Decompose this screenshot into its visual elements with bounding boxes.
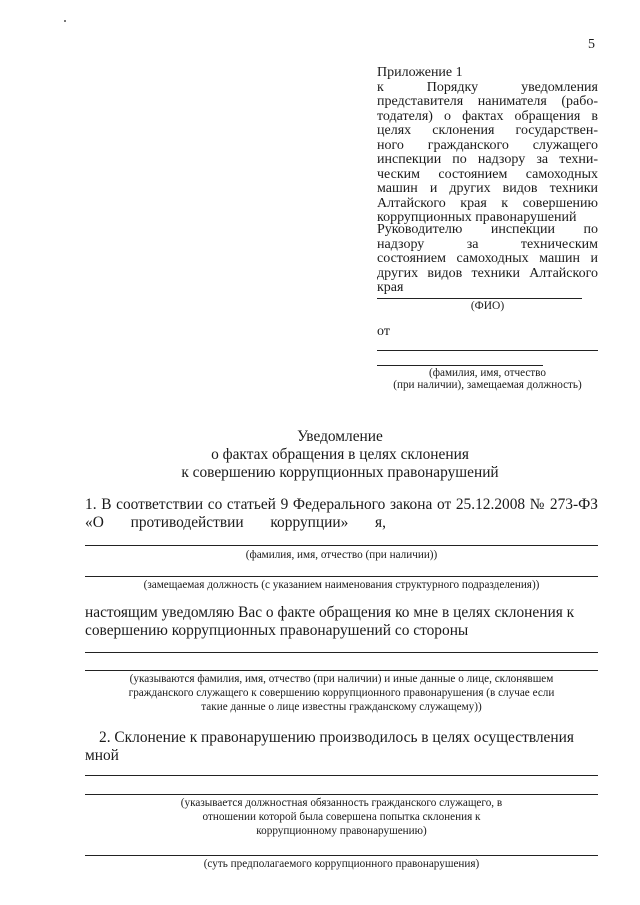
addressee-line: надзору за техническим (377, 236, 598, 252)
section1-line1: 1. В соответствии со статьей 9 Федерального закона от 25.12.2008 № 273-ФЗ (85, 496, 598, 513)
addressee-line: Руководителю инспекции по (377, 222, 598, 237)
notification-line: настоящим уведомляю Вас о факте обращения ко мне в целях склонения к (85, 604, 575, 621)
addressee-line: состоянием самоходных машин и (377, 251, 598, 266)
from-caption-1: (фамилия, имя, отчество (429, 367, 546, 379)
essence-line (85, 855, 598, 856)
person-line-2 (85, 670, 598, 671)
notification-text (85, 604, 598, 640)
person-caption-1: (указываются фамилия, имя, отчество (при наличии) и иные данные о лице, склонявшем (129, 673, 554, 685)
appendix-line: ческим состоянием самоходных (377, 166, 598, 182)
appendix-line: машин и других видов техники (377, 181, 598, 196)
heading-line: к совершению коррупционных правонарушений (181, 464, 499, 481)
appendix-line: Алтайского края к совершению (377, 195, 598, 211)
section2-line1: 2. Склонение к правонарушению производилось в целях осуществления (99, 729, 574, 746)
heading-line: о фактах обращения в целях склонения (211, 446, 469, 463)
person-caption-2: гражданского служащего к совершению коррупционного правонарушения (в случае если (128, 687, 555, 699)
from-caption-2: (при наличии), замещаемая должность) (393, 379, 582, 391)
name-line (85, 545, 598, 546)
fio-caption: (ФИО) (470, 300, 505, 312)
addressee-block (377, 223, 598, 296)
document-heading (85, 428, 595, 482)
person-line-1 (85, 652, 598, 653)
appendix-line: представителя нанимателя (рабо- (377, 94, 598, 109)
page-number: 5 (588, 37, 595, 52)
duty-caption-2: отношении которой была совершена попытка склонения к (202, 811, 481, 823)
addressee-line: других видов техники Алтайского (377, 265, 598, 281)
position-line (85, 576, 598, 577)
section2-line2: мной (85, 747, 119, 764)
section2-text (85, 729, 598, 765)
notification-line: совершению коррупционных правонарушений со стороны (85, 622, 469, 639)
appendix-line: ного гражданского служащего (377, 137, 598, 153)
section1-line2: «О противодействии коррупции» я, (85, 514, 386, 531)
scan-speck (64, 20, 66, 22)
fio-line (377, 298, 582, 299)
appendix-line: коррупционных правонарушений (377, 210, 577, 225)
from-line-1 (377, 350, 598, 351)
duty-line-1 (85, 775, 598, 776)
from-label: от (377, 324, 390, 339)
essence-caption: (суть предполагаемого коррупционного правонарушения) (203, 858, 480, 870)
name-caption: (фамилия, имя, отчество (при наличии)) (245, 549, 438, 561)
position-caption: (замещаемая должность (с указанием наименования структурного подразделения)) (143, 579, 540, 591)
heading-title: Уведомление (297, 428, 383, 445)
appendix-line: инспекции по надзору за техни- (377, 152, 598, 167)
appendix-title: Приложение 1 (377, 65, 463, 80)
from-line-2 (377, 365, 543, 366)
duty-line-2 (85, 794, 598, 795)
appendix-line: тодателя) о фактах обращения в (377, 108, 598, 124)
appendix-block (377, 66, 598, 226)
duty-caption-3: коррупционному правонарушению) (256, 825, 427, 837)
person-caption-3: такие данные о лице известны гражданскому служащему)) (201, 701, 482, 713)
appendix-line: к Порядку уведомления (377, 79, 598, 95)
duty-caption-1: (указывается должностная обязанность гражданского служащего, в (180, 797, 503, 809)
addressee-line: края (377, 280, 404, 295)
appendix-line: целях склонения государствен- (377, 123, 598, 138)
